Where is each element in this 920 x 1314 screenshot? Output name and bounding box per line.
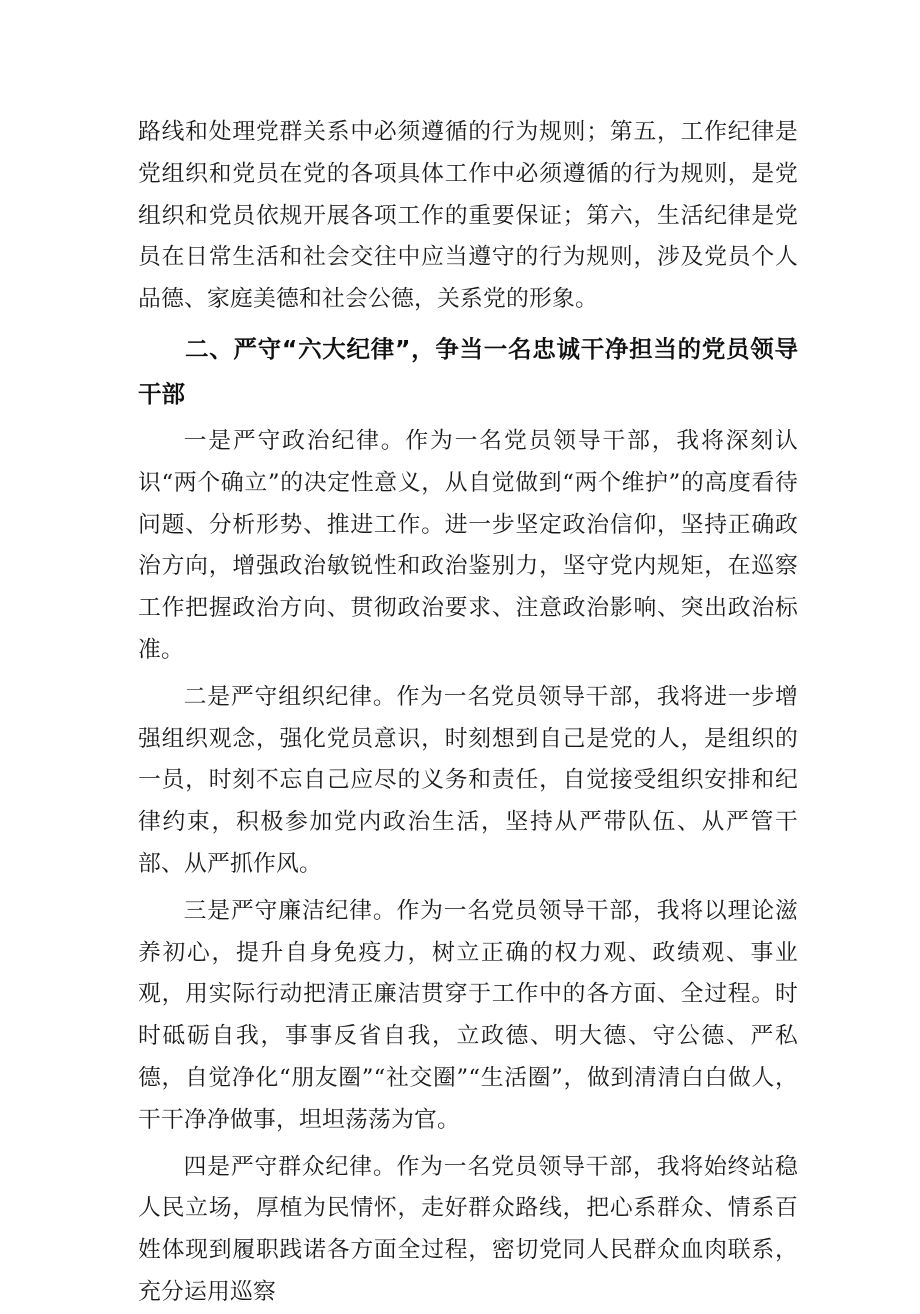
section-heading: 二、严守“六大纪律”，争当一名忠诚干净担当的党员领导干部 — [138, 334, 798, 408]
paragraph-political-discipline: 一是严守政治纪律。作为一名党员领导干部，我将深刻认识“两个确立”的决定性意义，从自觉做到“两个维护”的高度看待问题、分析形势、推进工作。进一步坚定政治信仰，坚持正确政治方向，增强政治敏锐性和政治鉴别力，坚守党内规矩，在巡察工作把握政治方向、贯彻政治要求、注意政治影响、突出政治标准。 — [138, 427, 798, 663]
paragraph-mass-discipline: 四是严守群众纪律。作为一名党员领导干部，我将始终站稳人民立场，厚植为民情怀，走好群众路线，把心系群众、情系百姓体现到履职践诺各方面全过程，密切党同人民群众血肉联系，充分运用巡察 — [138, 1153, 798, 1305]
paragraph-organizational-discipline: 二是严守组织纪律。作为一名党员领导干部，我将进一步增强组织观念，强化党员意识，时刻想到自己是党的人，是组织的一员，时刻不忘自己应尽的义务和责任，自觉接受组织安排和纪律约束，积极参加党内政治生活，坚持从严带队伍、从严管干部、从严抓作风。 — [138, 683, 798, 877]
document-page — [138, 112, 798, 1314]
intro-paragraph: 路线和处理党群关系中必须遵循的行为规则；第五，工作纪律是党组织和党员在党的各项具体工作中必须遵循的行为规则，是党组织和党员依规开展各项工作的重要保证；第六，生活纪律是党员在日常生活和社会交往中应当遵守的行为规则，涉及党员个人品德、家庭美德和社会公德，关系党的形象。 — [138, 119, 798, 313]
paragraph-integrity-discipline: 三是严守廉洁纪律。作为一名党员领导干部，我将以理论滋养初心，提升自身免疫力，树立正确的权力观、政绩观、事业观，用实际行动把清正廉洁贯穿于工作中的各方面、全过程。时时砥砺自我，事事反省自我，立政德、明大德、守公德、严私德，自觉净化“朋友圈”“社交圈”“生活圈”，做到清清白白做人，干干净净做事，坦坦荡荡为官。 — [138, 897, 798, 1133]
